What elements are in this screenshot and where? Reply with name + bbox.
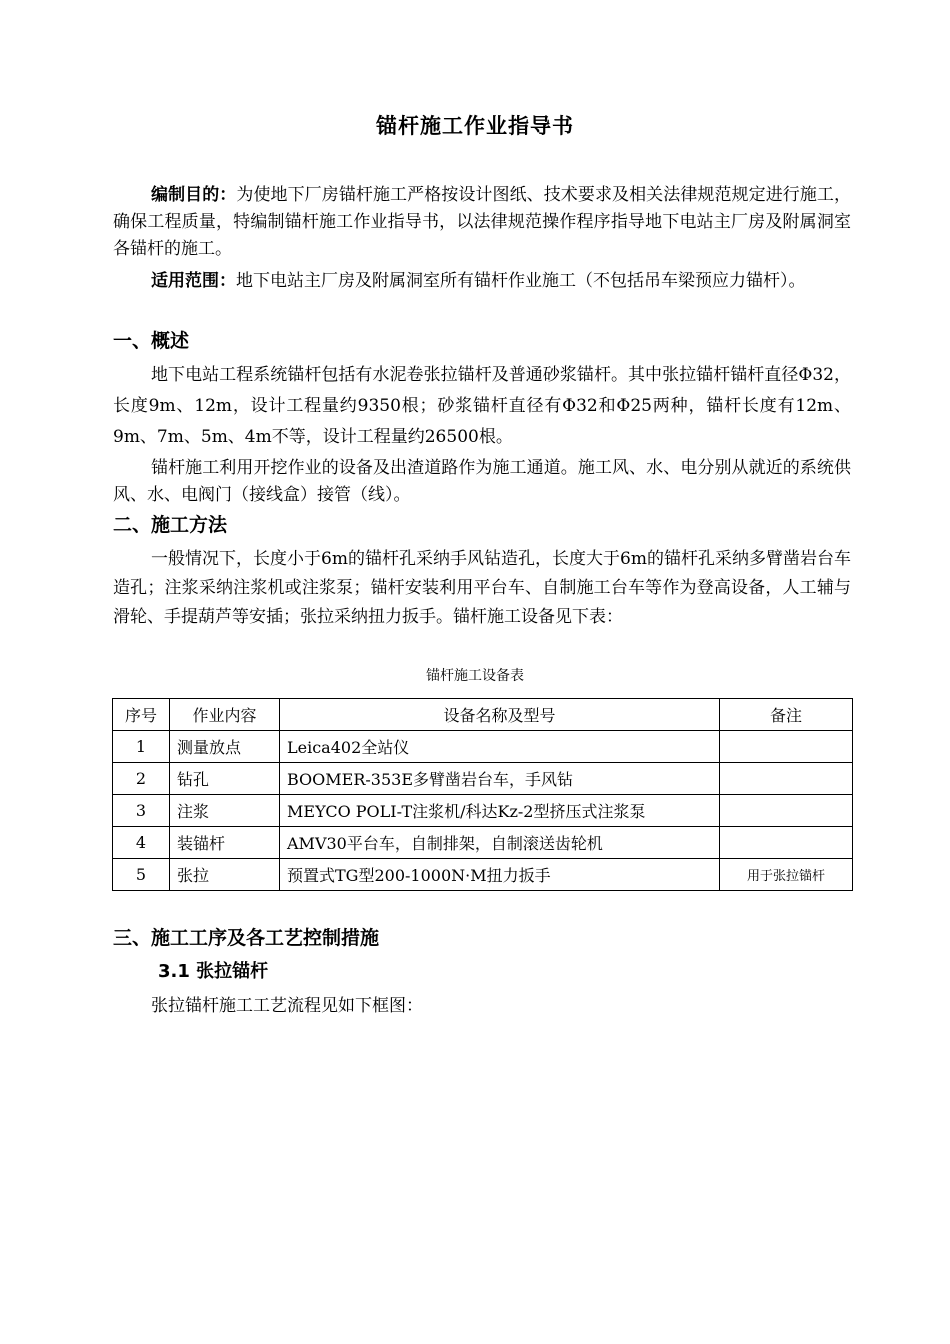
section1-heading: 一、概述 xyxy=(113,330,190,352)
cell-task: 张拉 xyxy=(170,859,280,891)
section1-paragraph-2: 锚杆施工利用开挖作业的设备及出渣道路作为施工通道。施工风、水、电分别从就近的系统供风、水、电阀门（接线盒）接管（线）。 xyxy=(113,458,851,505)
cell-equipment: Leica402全站仪 xyxy=(280,731,720,763)
cell-index: 5 xyxy=(113,859,170,891)
table-row xyxy=(113,731,853,763)
cell-task: 钻孔 xyxy=(170,763,280,795)
table-row xyxy=(113,827,853,859)
table-header-row xyxy=(113,699,853,731)
cell-task: 装锚杆 xyxy=(170,827,280,859)
cell-index: 3 xyxy=(113,795,170,827)
cell-task: 测量放点 xyxy=(170,731,280,763)
section2-paragraph-1: 一般情况下，长度小于6m的锚杆孔采纳手风钻造孔，长度大于6m的锚杆孔采纳多臂凿岩台车造孔；注浆采纳注浆机或注浆泵；锚杆安装利用平台车、自制施工台车等作为登高设备，人工辅与滑轮、手提葫芦等安插；张拉采纳扭力扳手。锚杆施工设备见下表： xyxy=(113,549,851,627)
cell-remark xyxy=(720,731,853,763)
cell-equipment: MEYCO POLI-T注浆机/科达Kz-2型挤压式注浆泵 xyxy=(280,795,720,827)
header-cell-index: 序号 xyxy=(113,699,170,731)
cell-remark xyxy=(720,827,853,859)
scope-paragraph xyxy=(113,268,851,295)
section3-paragraph-1: 张拉锚杆施工工艺流程见如下框图： xyxy=(151,996,423,1016)
header-cell-remark: 备注 xyxy=(720,699,853,731)
purpose-paragraph xyxy=(113,182,851,263)
section3-heading: 三、施工工序及各工艺控制措施 xyxy=(113,927,380,949)
cell-index: 1 xyxy=(113,731,170,763)
cell-equipment: BOOMER-353E多臂凿岩台车，手风钻 xyxy=(280,763,720,795)
scope-label: 适用范围： xyxy=(151,271,236,291)
purpose-text: 为使地下厂房锚杆施工严格按设计图纸、技术要求及相关法律规范规定进行施工，确保工程质量，特编制锚杆施工作业指导书，以法律规范操作程序指导地下电站主厂房及附属洞室各锚杆的施工。 xyxy=(113,185,851,259)
cell-equipment: 预置式TG型200-1000N·M扭力扳手 xyxy=(280,859,720,891)
header-cell-task: 作业内容 xyxy=(170,699,280,731)
equipment-table xyxy=(112,698,853,891)
section1-paragraph-1: 地下电站工程系统锚杆包括有水泥卷张拉锚杆及普通砂浆锚杆。其中张拉锚杆锚杆直径Φ32，长度9m、12m，设计工程量约9350根；砂浆锚杆直径有Φ32和Φ25两种，锚杆长度有12m、9m、7m、5m、4m不等，设计工程量约26500根。 xyxy=(113,365,851,447)
table-caption: 锚杆施工设备表 xyxy=(426,668,524,684)
section2-heading: 二、施工方法 xyxy=(113,514,228,536)
section3-subheading: 3.1 张拉锚杆 xyxy=(158,961,269,982)
cell-remark: 用于张拉锚杆 xyxy=(720,859,853,891)
cell-index: 4 xyxy=(113,827,170,859)
document-title: 锚杆施工作业指导书 xyxy=(376,114,574,138)
table-row xyxy=(113,859,853,891)
cell-remark xyxy=(720,795,853,827)
cell-task: 注浆 xyxy=(170,795,280,827)
cell-remark xyxy=(720,763,853,795)
scope-text: 地下电站主厂房及附属洞室所有锚杆作业施工（不包括吊车梁预应力锚杆）。 xyxy=(236,271,806,291)
header-cell-equipment: 设备名称及型号 xyxy=(280,699,720,731)
purpose-label: 编制目的： xyxy=(151,185,237,205)
cell-equipment: AMV30平台车，自制排架，自制滚送齿轮机 xyxy=(280,827,720,859)
table-row xyxy=(113,763,853,795)
table-row xyxy=(113,795,853,827)
cell-index: 2 xyxy=(113,763,170,795)
